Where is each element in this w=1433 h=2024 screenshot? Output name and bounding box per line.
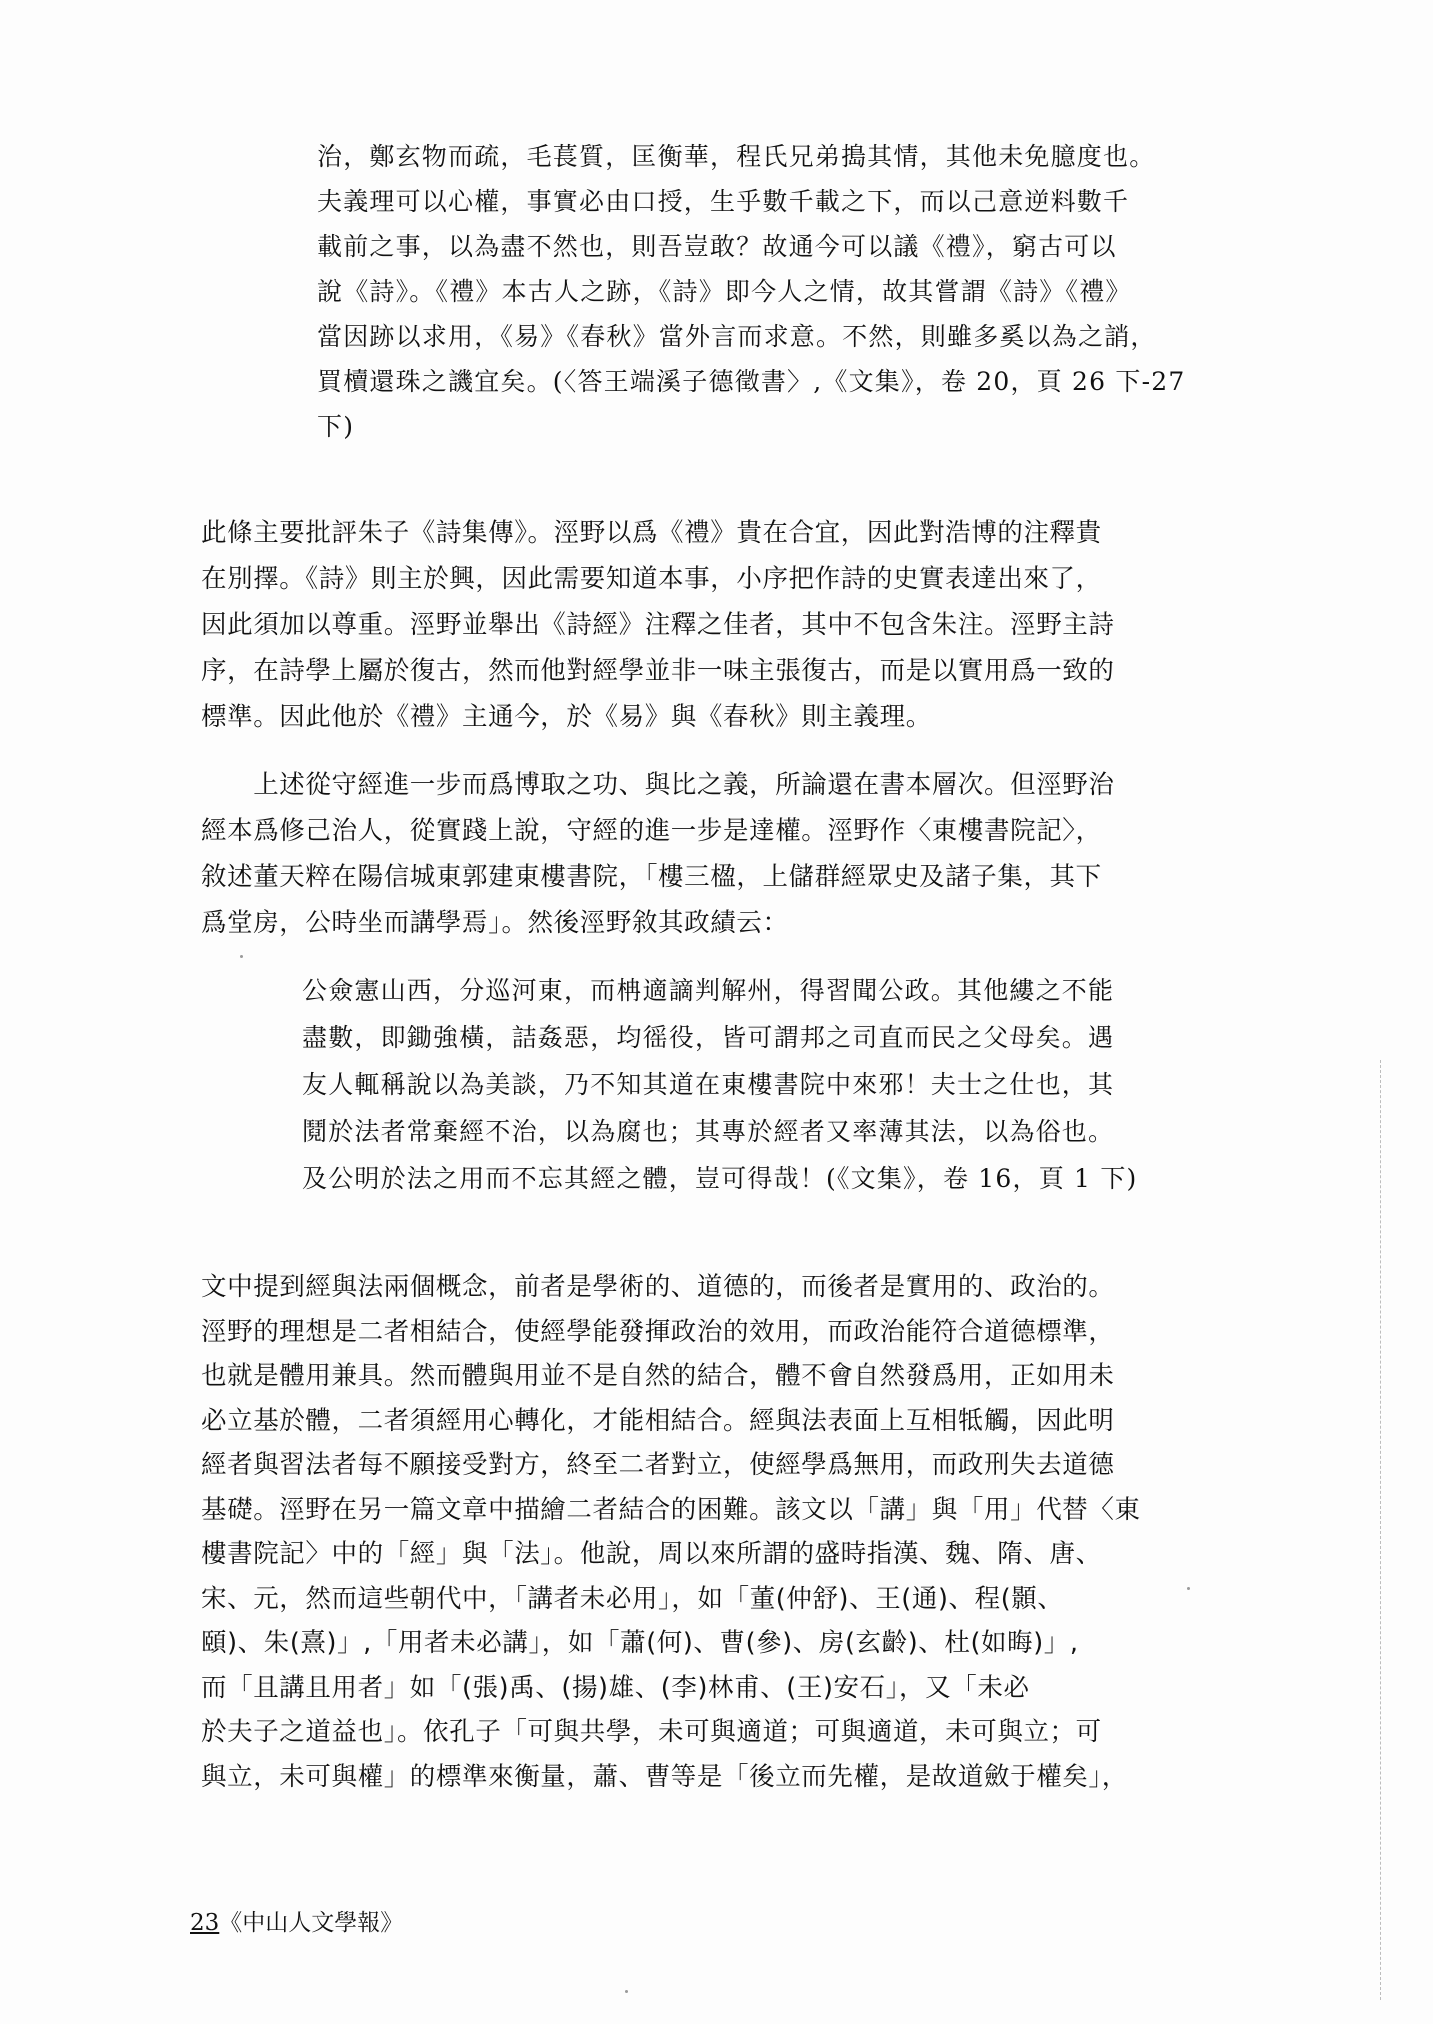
scan-edge-line [1380,1060,1382,2000]
paragraph-line: 序，在詩學上屬於復古，然而他對經學並非一味主張復古，而是以實用爲一致的 [201,656,1115,686]
paragraph-line: 必立基於體，二者須經用心轉化，才能相結合。經與法表面上互相牴觸，因此明 [201,1405,1115,1436]
quote-line: 說《詩》。《禮》本古人之跡，《詩》即今人之情，故其嘗謂《詩》《禮》 [317,277,1132,306]
journal-title: 《中山人文學報》 [219,1910,404,1936]
paragraph-line: 涇野的理想是二者相結合，使經學能發揮政治的效用，而政治能符合道德標準， [201,1316,1115,1347]
quote-line: 下) [317,412,355,441]
quote-line: 公僉憲山西，分巡河東，而柟適謫判解州，得習聞公政。其他縷之不能 [302,976,1115,1005]
paragraph-line: 經者與習法者每不願接受對方，終至二者對立，使經學爲無用，而政刑失去道德 [201,1450,1115,1480]
quote-line: 及公明於法之用而不忘其經之體，豈可得哉！(《文集》，卷 16，頁 1 下) [302,1164,1138,1193]
paragraph-line: 此條主要批評朱子《詩集傳》。涇野以爲《禮》貴在合宜，因此對浩博的注釋貴 [201,518,1102,548]
paragraph-line: 敘述董天粹在陽信城東郭建東樓書院，「樓三楹，上儲群經眾史及諸子集，其下 [201,862,1102,892]
paragraph-line: 與立，未可與權」的標準來衡量，蕭、曹等是「後立而先權，是故道斂于權矣」， [201,1761,1128,1792]
paragraph-line: 文中提到經與法兩個概念，前者是學術的、道德的，而後者是實用的、政治的。 [201,1272,1115,1302]
paragraph-line: 因此須加以尊重。涇野並舉出《詩經》注釋之佳者，其中不包含朱注。涇野主詩 [201,610,1115,640]
paragraph-line: 上述從守經進一步而爲博取之功、與比之義，所論還在書本層次。但涇野治 [201,770,1115,800]
block-quote-2 [302,967,1182,1202]
paragraph-line: 樓書院記〉中的「經」與「法」。他說，周以來所謂的盛時指漢、魏、隋、唐、 [201,1539,1102,1569]
quote-line: 治，鄭玄物而疏，毛萇質，匡衡華，程氏兄弟搗其情，其他未免臆度也。 [317,142,1156,171]
scan-speck [1187,1587,1190,1590]
quote-line: 鬩於法者常棄經不治，以為腐也；其專於經者又率薄其法，以為俗也。 [302,1117,1115,1146]
quote-line: 買櫝還珠之譏宜矣。(〈答王端溪子德徵書〉,《文集》，卷 20，頁 26 下-27 [317,367,1186,396]
paragraph-line: 經本爲修己治人，從實踐上說，守經的進一步是達權。涇野作〈東樓書院記〉， [201,816,1102,846]
paragraph-2 [201,762,1115,946]
page-footer [190,1904,403,1937]
quote-line: 當因跡以求用，《易》《春秋》當外言而求意。不然，則雖多奚以為之誚， [317,322,1157,351]
paragraph-line: 標準。因此他於《禮》主通今，於《易》與《春秋》則主義理。 [201,702,932,732]
scan-speck [240,955,243,958]
quote-line: 夫義理可以心權，事實必由口授，生乎數千載之下，而以己意逆料數千 [317,187,1130,216]
paragraph-line: 頤)、朱(熹)」,「用者未必講」，如「蕭(何)、曹(參)、房(玄齡)、杜(如晦)」, [201,1628,1079,1658]
scan-speck [625,1990,628,1993]
block-quote-1 [317,134,1197,449]
paragraph-line: 爲堂房，公時坐而講學焉」。然後涇野敘其政績云： [201,908,789,938]
paragraph-line: 基礎。涇野在另一篇文章中描繪二者結合的困難。該文以「講」與「用」代替〈東 [201,1494,1141,1525]
quote-line: 載前之事，以為盡不然也，則吾豈敢？故通今可以議《禮》，窮古可以 [317,232,1117,261]
paragraph-line: 宋、元，然而這些朝代中，「講者未必用」，如「董(仲舒)、王(通)、程(顥、 [201,1583,1064,1614]
paragraph-1 [201,510,1115,740]
paragraph-line: 而「且講且用者」如「(張)禹、(揚)雄、(李)林甫、(王)安石」，又「未必 [201,1672,1030,1703]
paragraph-3 [201,1265,1141,1799]
quote-line: 友人輒稱說以為美談，乃不知其道在東樓書院中來邪！夫士之仕也，其 [302,1070,1115,1099]
paragraph-line: 於夫子之道益也」。依孔子「可與共學，未可與適道；可與適道，未可與立；可 [201,1717,1102,1747]
paragraph-line: 在別擇。《詩》則主於興，因此需要知道本事，小序把作詩的史實表達出來了， [201,564,1102,594]
page-number: 23 [190,1910,220,1936]
paragraph-line: 也就是體用兼具。然而體與用並不是自然的結合，體不會自然發爲用，正如用未 [201,1361,1115,1391]
quote-line: 盡數，即鋤強橫，詰姦惡，均徭役，皆可謂邦之司直而民之父母矣。遇 [302,1023,1115,1052]
